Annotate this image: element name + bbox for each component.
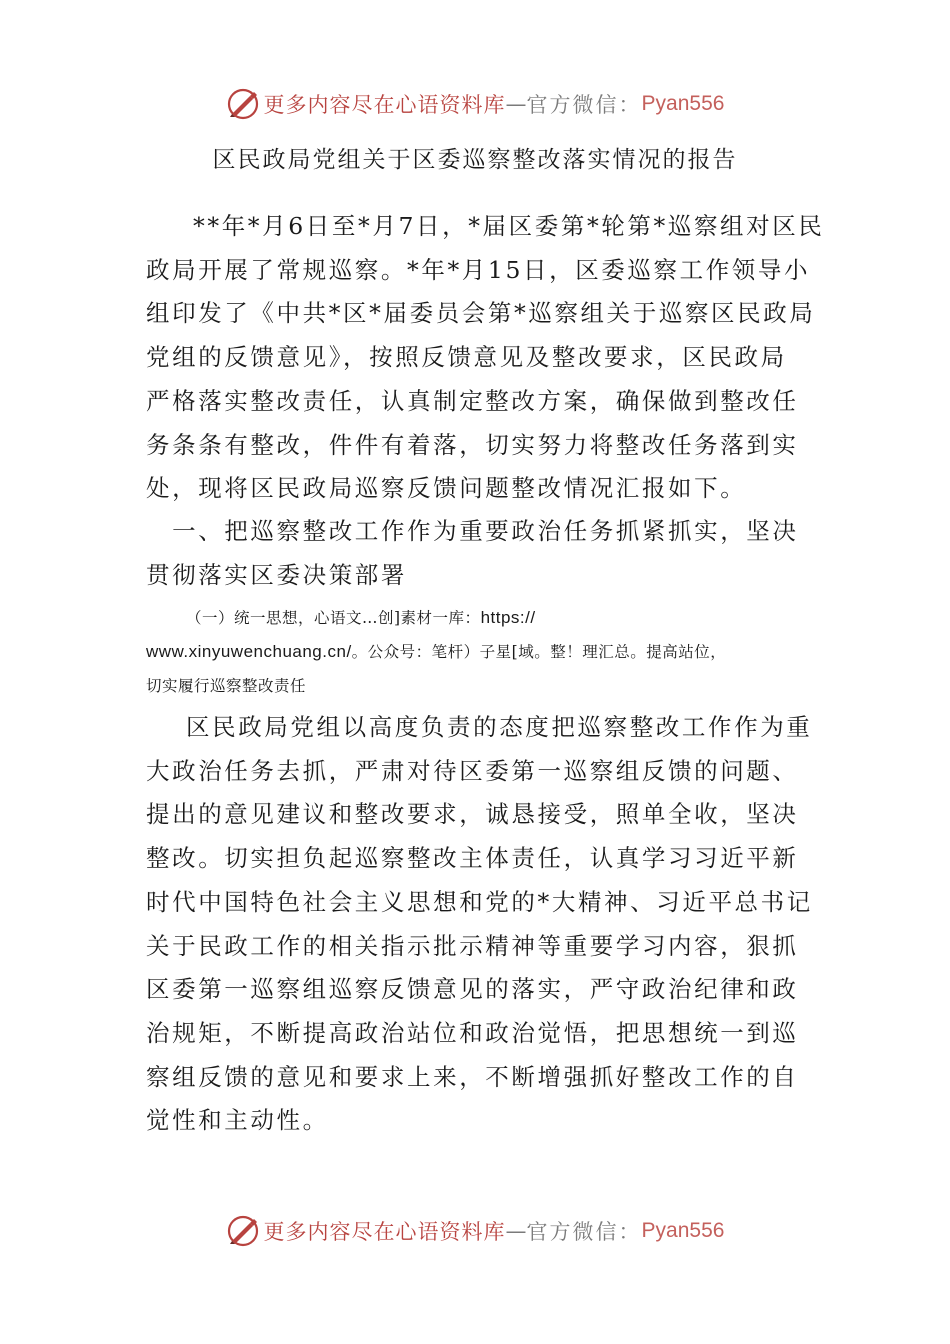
text-line: 整改。切实担负起巡察整改主体责任，认真学习习近平新 (146, 844, 799, 873)
watermark-wechat-label: 官方微信： (526, 1220, 642, 1244)
subheading-prefix: （一）统一思想，心语文…创]素材一库： (186, 609, 481, 627)
text-line: 关于民政工作的相关指示批示精神等重要学习内容，狠抓 (146, 931, 799, 960)
text-line: 治规矩，不断提高政治站位和政治觉悟，把思想统一到巡 (146, 1018, 799, 1047)
text-line: 务条条有整改，件件有着落，切实努力将整改任务落到实 (146, 430, 799, 459)
subheading-suffix: 。公众号：笔杆）子星[域。整！理汇总。提高站位， (351, 643, 727, 661)
pen-logo-icon (226, 87, 260, 121)
text-line (146, 601, 806, 635)
subheading-url-part2: www.xinyuwenchuang.cn/ (146, 642, 352, 661)
text-line: **年*月6日至*月7日，*届区委第*轮第*巡察组对区民 (193, 212, 825, 240)
document-title: 区民政局党组关于区委巡察整改落实情况的报告 (212, 147, 738, 173)
watermark-brand: 更多内容尽在心语资料库 (263, 93, 506, 117)
watermark-dash: — (505, 1219, 527, 1243)
text-line: 切实履行巡察整改责任 (146, 677, 307, 695)
watermark-brand: 更多内容尽在心语资料库 (263, 1220, 506, 1244)
text-line (146, 635, 806, 669)
text-line: 时代中国特色社会主义思想和党的*大精神、习近平总书记 (146, 887, 813, 916)
text-line: 大政治任务去抓，严肃对待区委第一巡察组反馈的问题、 (146, 756, 799, 785)
watermark-wechat-id: Pyan556 (641, 1219, 725, 1242)
text-line: 区民政局党组以高度负责的态度把巡察整改工作作为重 (186, 713, 813, 741)
watermark-banner-top (0, 84, 950, 124)
watermark-wechat-label: 官方微信： (526, 93, 642, 117)
text-line: 提出的意见建议和整改要求，诚恳接受，照单全收，坚决 (146, 800, 799, 829)
text-line: 区委第一巡察组巡察反馈意见的落实，严守政治纪律和政 (146, 975, 799, 1004)
text-line: 处，现将区民政局巡察反馈问题整改情况汇报如下。 (146, 474, 747, 503)
watermark-banner-bottom (0, 1211, 950, 1251)
watermark-wechat-id: Pyan556 (641, 92, 725, 115)
pen-logo-icon (226, 1214, 260, 1248)
text-line: 组印发了《中共*区*届委员会第*巡察组关于巡察区民政局 (146, 299, 816, 328)
subheading-url-part1: https:// (480, 608, 536, 627)
text-line: 政局开展了常规巡察。*年*月15日，区委巡察工作领导小 (146, 255, 811, 284)
section-heading-1 (146, 510, 806, 597)
text-line: 察组反馈的意见和要求上来，不断增强抓好整改工作的自 (146, 1062, 799, 1091)
text-line: 贯彻落实区委决策部署 (146, 560, 407, 589)
text-line: 觉性和主动性。 (146, 1106, 329, 1135)
watermark-dash: — (505, 92, 527, 116)
text-line: 一、把巡察整改工作作为重要政治任务抓紧抓实，坚决 (146, 517, 799, 545)
paragraph-body (146, 706, 813, 1143)
paragraph-intro (146, 205, 825, 511)
text-line: 严格落实整改责任，认真制定整改方案，确保做到整改任 (146, 386, 799, 415)
subsection-heading (146, 601, 806, 703)
text-line: 党组的反馈意见》，按照反馈意见及整改要求，区民政局 (146, 343, 787, 372)
